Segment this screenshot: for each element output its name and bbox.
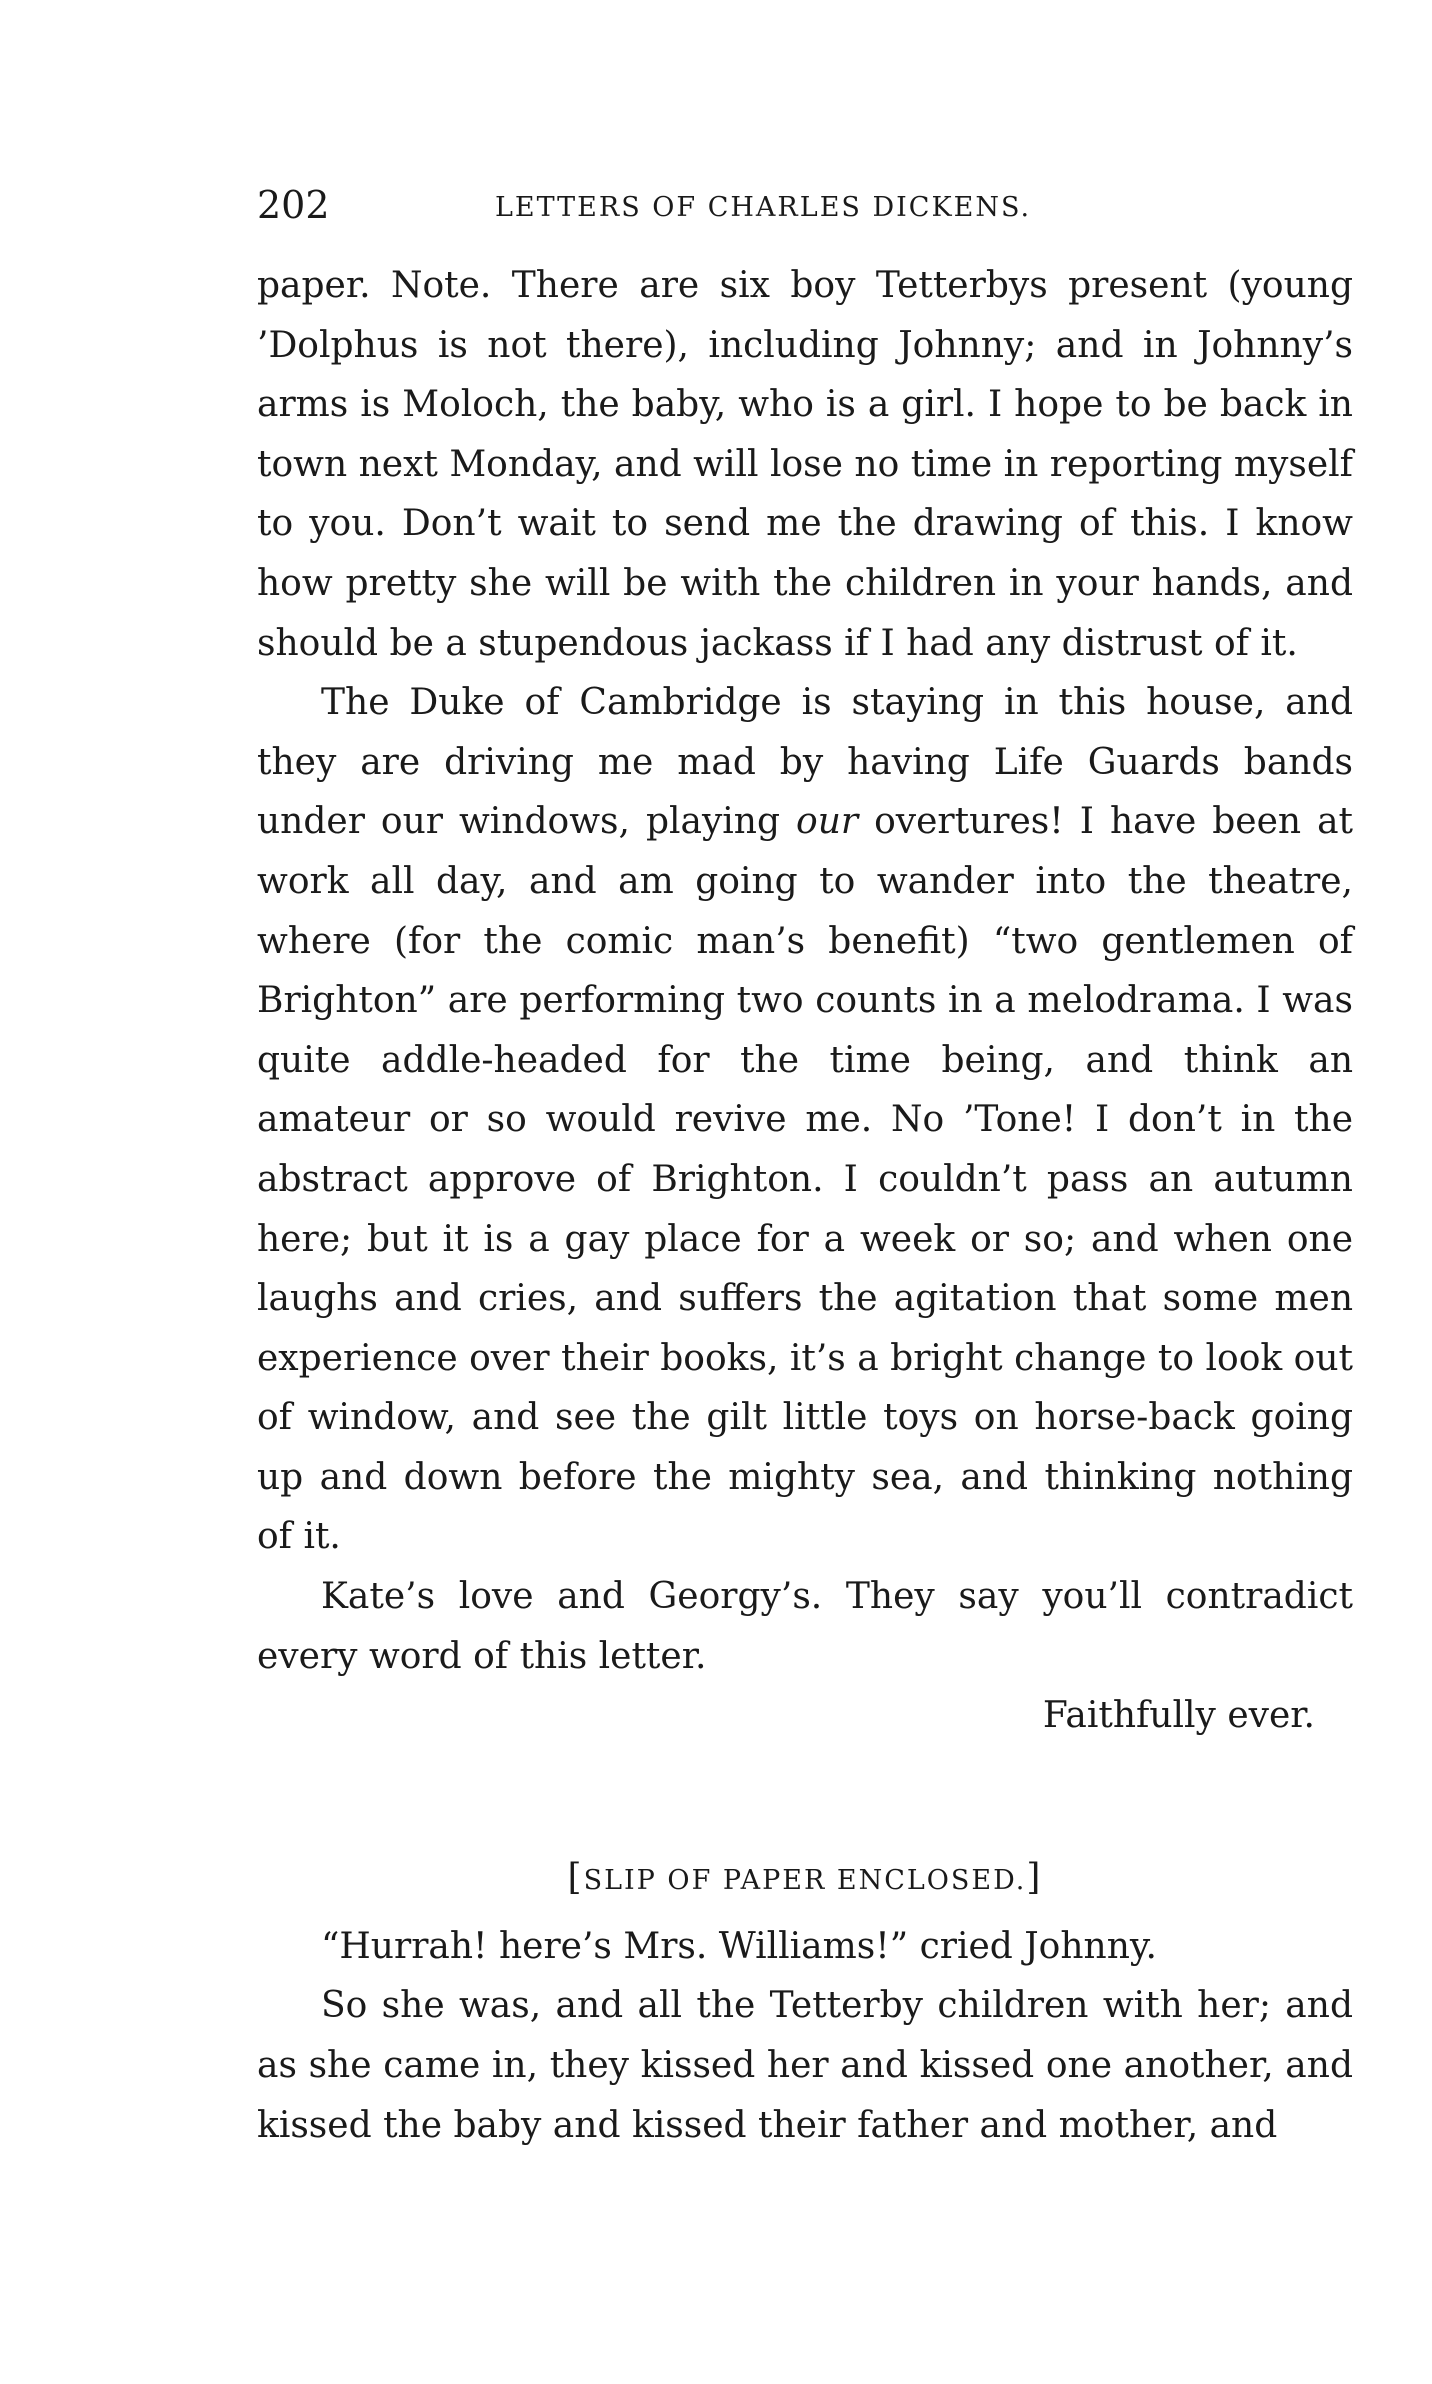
letter-paragraph-2 <box>257 673 1353 1567</box>
slip-bracket-close: ] <box>1026 1856 1043 1898</box>
letter-paragraph-3: Kate’s love and Georgy’s. They say you’ll contradict every word of this letter. <box>257 1576 1353 1677</box>
slip-paragraph-2: So she was, and all the Tetterby children with her; and as she came in, they kissed her and kissed one another, and kissed the baby and kissed their father and mother, and <box>257 1985 1353 2146</box>
page-number: 202 <box>257 183 330 227</box>
running-head: LETTERS OF CHARLES DICKENS. <box>495 192 1032 223</box>
book-page <box>257 180 1353 2155</box>
p2-text-start: The Duke of Cambridge is staying in this house, and they are driving me mad by having Life Guards bands under our windows, playing <box>257 682 1353 843</box>
p2-text-end: overtures! I have been at work all day, and am going to wander into the theatre, where (for the comic man’s benefit) “two gentlemen of Brighton” are performing two counts in a melodrama. I was quite addle-headed for the time being, and think an amateur or so would revive me. No ’Tone! I don’t in the abstract approve of Brighton. I couldn’t pass an autumn here; but it is a gay place for a week or so; and when one laughs and cries, and suffers the agitation that some men experience over their books, it’s a bright change to look out of window, and see the gilt little toys on horse-back going up and down before the mighty sea, and thinking nothing of it. <box>257 801 1353 1558</box>
letter-signoff: Faithfully ever. <box>1042 1695 1315 1737</box>
p2-italic-word: our <box>796 801 859 843</box>
slip-heading <box>257 1846 1353 1913</box>
slip-paragraph-1: “Hurrah! here’s Mrs. Williams!” cried Johnny. <box>321 1925 1157 1967</box>
page-header <box>257 180 1353 240</box>
letter-paragraph-1: paper. Note. There are six boy Tetterbys present (young ’Dolphus is not there), including Johnny; and in Johnny’s arms is Moloch, the baby, who is a girl. I hope to be back in town next Monday, and will lose no time in reporting myself to you. Don’t wait to send me the drawing of this. I know how pretty she will be with the children in your hands, and should be a stupendous jackass if I had any distrust of it. <box>257 265 1353 664</box>
slip-body <box>257 1917 1353 2155</box>
letter-body <box>257 256 1353 1746</box>
slip-bracket-open: [ <box>567 1856 584 1898</box>
slip-heading-text: SLIP OF PAPER ENCLOSED. <box>583 1864 1027 1896</box>
